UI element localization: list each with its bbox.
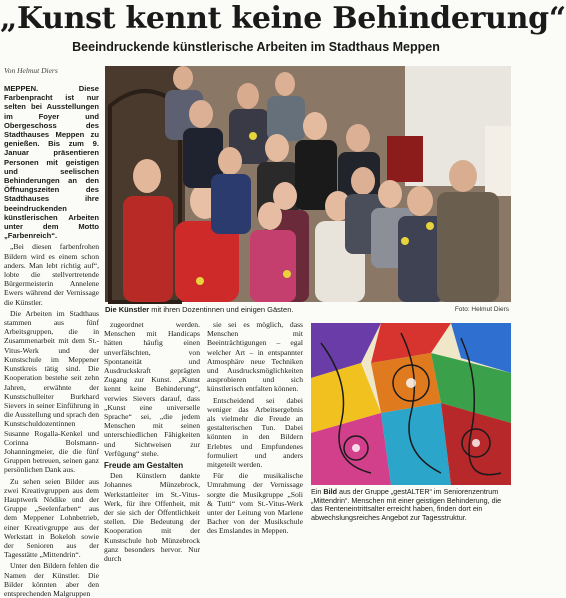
body-paragraph: Entscheidend sei dabei weniger das Arbeitsergebnis als vielmehr die Freude an gestalterischen Tun. Dabei könnten in den Bildern Erlebtes und Empfundenes formuliert und anders mitgeteilt werden. [207,395,303,470]
body-paragraph: Die Arbeiten im Stadthaus stammen aus fünf Arbeitsgruppen, die in Zusammenarbeit mit dem St.-Vitus-Werk und der Kunstschule im Meppener Kunstkreis tätig sind. Die Kooperation bestehe seit zehn Jahren, erwähnte der Kunstschulleiter Burkhard Sievers in seiner Einführung in die Ausstellung und sprach den Kunstschuldozentinnen Susanne Rogalla-Kenkel und Corinna Bolsmann-Johanningmeier, die die fünf Gruppen betreuen, seinen ganz persönlichen Dank aus. [4,308,99,475]
article-headline: „Kunst kennt keine Behinderung“ [0,1,566,36]
body-paragraph: Für die musikalische Umrahmung der Vernissage sorgte die Musikgruppe „Soli & Tutti“ vom St.-Vitus-Werk unter der Leitung von Marlene Bacher von der Musikschule des Emslandes in Meppen. [207,471,303,536]
artwork-image [311,323,511,485]
artwork-caption-text: aus der Gruppe „gestALTER“ im Seniorenzentrum „Mittendrin“. Menschen mit einer geistigen Behinderung, die das Renteneintrittsalter erreicht haben, finden dort ein abwechslungsreiches Angebot zur Tagesstruktur. [311,487,502,522]
article-column-3 [207,320,303,536]
article-column-1 [4,84,99,598]
photo-credit: Foto: Helmut Diers [454,306,509,313]
body-paragraph: zugeordnet werden. Menschen mit Handicaps hätten häufig einen unverfälschten, von Spontaneität und Ausdruckskraft geprägten Zugang zur Kunst. „Kunst kennt keine Behinderung“, verwies Sievers darauf, dass „Kunst eine universelle Sprache“ sei, „die jedem Menschen mit seinen unterschiedlichen Fähigkeiten und Sichtweisen zur Verfügung“ stehe. [104,320,200,458]
artwork-caption-prefix: Ein [311,487,324,496]
body-paragraph: Unter den Bildern fehlen die Namen der Künstler. Die Bilder könnten aber den entsprechenden Malgruppen [4,561,99,598]
dateline: MEPPEN. [4,84,39,93]
article-column-2 [104,320,200,564]
byline: Von Helmut Diers [4,66,58,75]
photo-caption [105,305,511,314]
section-heading: Freude am Gestalten [104,461,184,471]
lead-text: Diese Farbenpracht ist nur selten bei Ausstellungen im Foyer und Obergeschoss des Stadthauses Meppen zu genießen. Bis zum 9. Januar präsentieren Personen mit geistigen und seelischen Behinderungen an den Öffnungszeiten des Stadthauses ihre beeindruckenden künstlerischen Arbeiten unter dem Motto „Farbenreich“. [4,84,99,241]
body-paragraph: Zu sehen seien Bilder aus zwei Kreativgruppen aus dem Hauptwerk Nödike und der Gruppe „Seelenfarben“ aus dem Meppener Lohnbetrieb, einer Kreativgruppe aus der Werkstatt in Bokeloh sowie der Senioren aus der Tagesstätte „Mittendrin“. [4,476,99,560]
body-paragraph: Den Künstlern dankte Johannes Münzebrock, Werkstattleiter im St.-Vitus-Werk, für ihre Offenheit, mit der sie sich der Öffentlichkeit stellen. Die Bedeutung der Kooperation mit der Kunstschule hob Münzebrock ganz besonders hervor. Nur durch [104,471,200,564]
group-photo [105,66,511,302]
photo-caption-text: mit ihren Dozentinnen und einigen Gästen. [149,305,294,314]
artwork-caption [311,488,511,522]
article-subheadline: Beeindruckende künstlerische Arbeiten im Stadthaus Meppen [72,40,440,54]
artwork-caption-bold: Bild [323,487,337,496]
group-photo-image [105,66,511,302]
photo-caption-bold: Die Künstler [105,305,150,314]
lead-paragraph [4,84,99,240]
artwork-painting [311,323,511,485]
body-paragraph: „Bei diesen farbenfrohen Bildern wird es einem schon anders. Man lebt richtig auf“, lobte die stellvertretende Bürgermeisterin Annelene Ewers während der Vernissage die Künstler. [4,242,99,307]
body-paragraph: sie sei es möglich, dass Menschen mit Beeinträchtigungen – egal welcher Art – in entspannter Atmosphäre neue Techniken und Ausdrucksmöglichkeiten ausprobieren und sich künstlerisch entfalten können. [207,320,303,394]
